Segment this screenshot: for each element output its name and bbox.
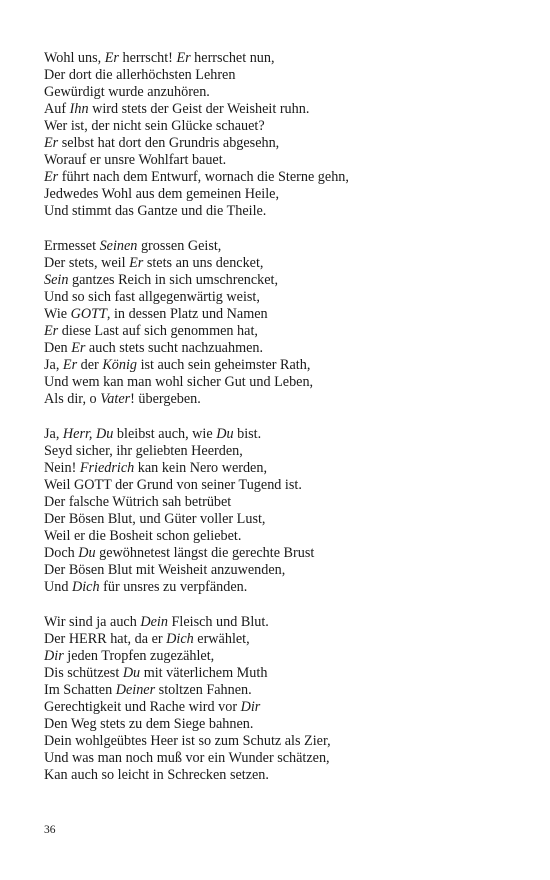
verse-text: Wir sind ja auch <box>44 614 141 630</box>
verse-text: wird stets der Geist der Weisheit ruhn. <box>88 101 310 117</box>
verse-line <box>44 579 514 596</box>
verse-emphasis: Friedrich <box>79 460 135 476</box>
verse-line <box>44 340 514 357</box>
verse-emphasis: Er <box>44 169 59 185</box>
page-number: 36 <box>44 824 56 836</box>
verse-line <box>44 84 514 101</box>
verse-text: Der Bösen Blut, und Güter voller Lust, <box>44 511 266 527</box>
verse-line <box>44 169 514 186</box>
verse-line <box>44 357 514 374</box>
verse-line <box>44 101 514 118</box>
verse-line <box>44 135 514 152</box>
verse-emphasis: Er <box>62 357 78 373</box>
verse-text: Als dir, o <box>44 391 101 407</box>
stanza <box>44 614 514 784</box>
verse-emphasis: Er <box>44 323 59 339</box>
verse-emphasis: Er <box>44 135 59 151</box>
verse-text: Wohl uns, <box>44 50 105 66</box>
verse-line <box>44 494 514 511</box>
verse-line <box>44 631 514 648</box>
verse-emphasis: Er <box>176 50 191 66</box>
verse-line <box>44 716 514 733</box>
verse-text: Den <box>44 340 72 356</box>
verse-text: Der stets, weil <box>44 255 130 271</box>
verse-text: bleibst auch, wie <box>113 426 217 442</box>
verse-emphasis: Herr, Du <box>62 426 114 442</box>
verse-text: Dis schützest <box>44 665 123 681</box>
verse-line <box>44 374 514 391</box>
verse-line <box>44 528 514 545</box>
verse-text: Ja, <box>44 426 63 442</box>
verse-text: Ermesset <box>44 238 100 254</box>
verse-emphasis: Du <box>78 545 96 561</box>
verse-emphasis: König <box>102 357 138 373</box>
verse-text: Gewürdigt wurde anzuhören. <box>44 84 210 100</box>
verse-emphasis: GOTT <box>70 306 107 322</box>
verse-line <box>44 426 514 443</box>
verse-text: Gerechtigkeit und Rache wird vor <box>44 699 241 715</box>
verse-line <box>44 460 514 477</box>
verse-text: Weil er die Bosheit schon geliebet. <box>44 528 242 544</box>
verse-line <box>44 767 514 784</box>
verse-text: Der dort die allerhöchsten Lehren <box>44 67 236 83</box>
verse-line <box>44 750 514 767</box>
verse-text: Und <box>44 579 72 595</box>
verse-line <box>44 203 514 220</box>
verse-emphasis: Du <box>216 426 234 442</box>
verse-line <box>44 50 514 67</box>
verse-text: grossen Geist, <box>137 238 222 254</box>
verse-line <box>44 682 514 699</box>
verse-line <box>44 511 514 528</box>
verse-text: erwählet, <box>193 631 250 647</box>
stanza <box>44 50 514 220</box>
verse-text: Und wem kan man wohl sicher Gut und Leben, <box>44 374 314 390</box>
verse-emphasis: Ihn <box>69 101 89 117</box>
verse-text: Der falsche Wütrich sah betrübet <box>44 494 232 510</box>
verse-line <box>44 648 514 665</box>
verse-emphasis: Dir <box>44 648 64 664</box>
verse-text: Jedwedes Wohl aus dem gemeinen Heile, <box>44 186 279 202</box>
verse-text: für unsres zu verpfänden. <box>99 579 248 595</box>
verse-emphasis: Sein <box>44 272 69 288</box>
verse-text: jeden Tropfen zugezählet, <box>63 648 215 664</box>
verse-emphasis: Dir <box>240 699 261 715</box>
verse-text: Dein wohlgeübtes Heer ist so zum Schutz als Zier, <box>44 733 331 749</box>
verse-text: Ja, <box>44 357 63 373</box>
verse-text: gantzes Reich in sich umschrencket, <box>68 272 279 288</box>
verse-text: Worauf er unsre Wohlfart bauet. <box>44 152 227 168</box>
verse-line <box>44 545 514 562</box>
verse-text: diese Last auf sich genommen hat, <box>58 323 258 339</box>
verse-text: Und stimmt das Gantze und die Theile. <box>44 203 267 219</box>
stanza <box>44 426 514 596</box>
verse-text: führt nach dem Entwurf, wornach die Sterne gehn, <box>58 169 349 185</box>
verse-line <box>44 152 514 169</box>
verse-text: Den Weg stets zu dem Siege bahnen. <box>44 716 254 732</box>
verse-line <box>44 306 514 323</box>
verse-text: Auf <box>44 101 70 117</box>
verse-line <box>44 562 514 579</box>
verse-line <box>44 67 514 84</box>
verse-text: selbst hat dort den Grundris abgesehn, <box>58 135 280 151</box>
verse-emphasis: Dich <box>166 631 194 647</box>
verse-line <box>44 614 514 631</box>
verse-text: Wie <box>44 306 71 322</box>
verse-line <box>44 443 514 460</box>
verse-text: Der Bösen Blut mit Weisheit anzuwenden, <box>44 562 286 578</box>
verse-text: Der HERR hat, da er <box>44 631 167 647</box>
verse-text: gewöhnetest längst die gerechte Brust <box>95 545 315 561</box>
verse-text: Doch <box>44 545 79 561</box>
verse-text: stets an uns dencket, <box>143 255 264 271</box>
verse-text: ! übergeben. <box>130 391 201 407</box>
verse-text: der <box>77 357 103 373</box>
verse-text: Fleisch und Blut. <box>167 614 269 630</box>
verse-text: kan kein Nero werden, <box>134 460 267 476</box>
verse-text: Kan auch so leicht in Schrecken setzen. <box>44 767 269 783</box>
stanza <box>44 238 514 408</box>
verse-line <box>44 733 514 750</box>
verse-emphasis: Er <box>129 255 144 271</box>
verse-line <box>44 118 514 135</box>
poem-text <box>44 50 514 802</box>
verse-text: mit väterlichem Muth <box>140 665 268 681</box>
verse-text: herrscht! <box>118 50 177 66</box>
verse-emphasis: Dich <box>71 579 100 595</box>
verse-text: Weil GOTT der Grund von seiner Tugend ist. <box>44 477 302 493</box>
verse-text: Und so sich fast allgegenwärtig weist, <box>44 289 260 305</box>
verse-text: Nein! <box>44 460 80 476</box>
verse-emphasis: Er <box>71 340 86 356</box>
verse-text: auch stets sucht nachzuahmen. <box>85 340 264 356</box>
verse-text: bist. <box>233 426 262 442</box>
verse-line <box>44 665 514 682</box>
verse-line <box>44 391 514 408</box>
verse-text: Im Schatten <box>44 682 116 698</box>
verse-emphasis: Seinen <box>99 238 138 254</box>
verse-line <box>44 255 514 272</box>
verse-emphasis: Deiner <box>115 682 156 698</box>
verse-text: ist auch sein geheimster Rath, <box>137 357 311 373</box>
verse-text: Und was man noch muß vor ein Wunder schätzen, <box>44 750 330 766</box>
verse-emphasis: Du <box>122 665 141 681</box>
verse-line <box>44 323 514 340</box>
verse-emphasis: Vater <box>100 391 131 407</box>
verse-line <box>44 272 514 289</box>
verse-line <box>44 186 514 203</box>
verse-text: , in dessen Platz und Namen <box>106 306 268 322</box>
verse-line <box>44 477 514 494</box>
verse-emphasis: Dein <box>140 614 168 630</box>
verse-line <box>44 238 514 255</box>
verse-text: Wer ist, der nicht sein Glücke schauet? <box>44 118 265 134</box>
verse-line <box>44 699 514 716</box>
verse-text: herrschet nun, <box>190 50 275 66</box>
verse-emphasis: Er <box>104 50 119 66</box>
verse-text: stoltzen Fahnen. <box>155 682 252 698</box>
verse-text: Seyd sicher, ihr geliebten Heerden, <box>44 443 243 459</box>
verse-line <box>44 289 514 306</box>
